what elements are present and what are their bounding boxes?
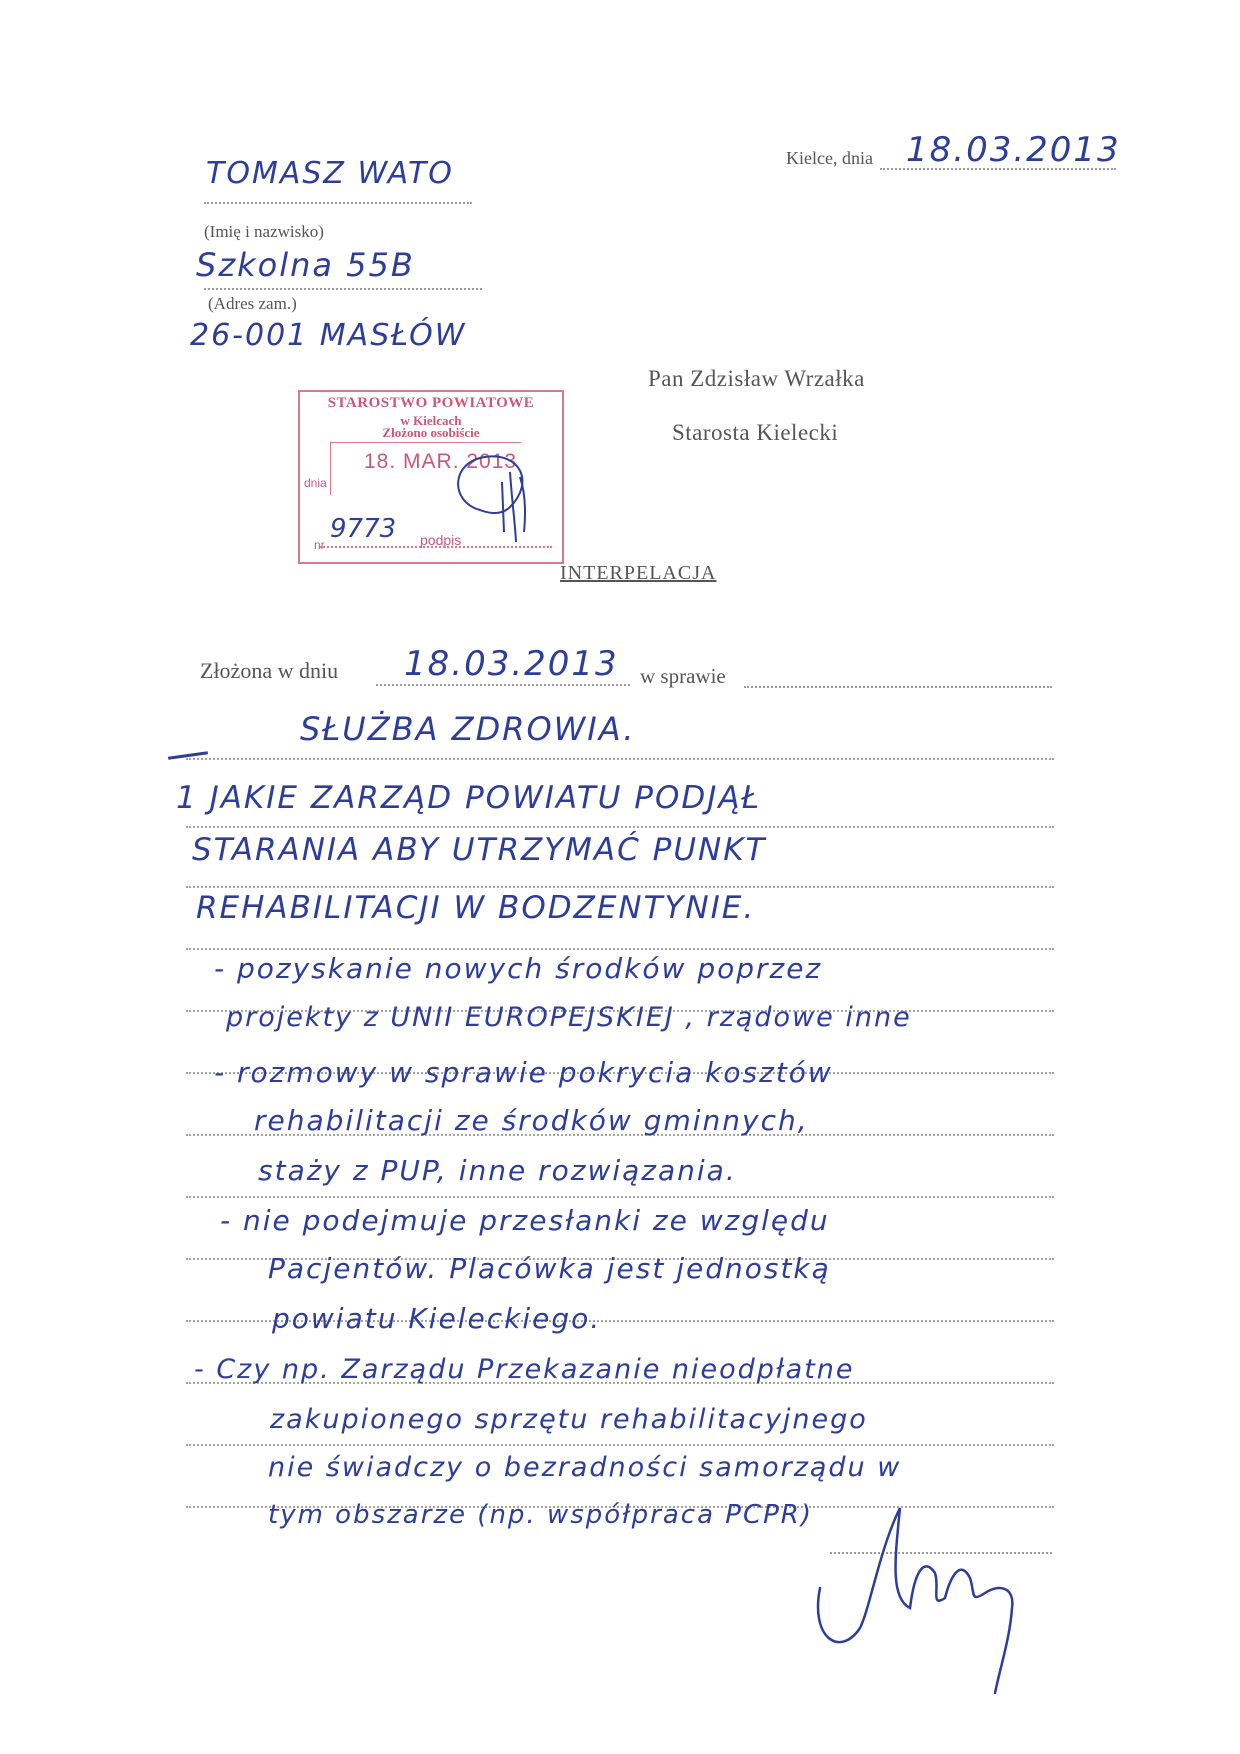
ruled-line: [186, 826, 1054, 828]
handwritten-date: 18.03.2013: [906, 130, 1121, 170]
stamp-signature-icon: [440, 432, 560, 552]
sender-name-caption: (Imię i nazwisko): [204, 222, 324, 241]
body-line: - Czy np. Zarządu Przekazanie nieodpłatne: [194, 1354, 855, 1385]
body-line: powiatu Kieleckiego.: [272, 1302, 602, 1335]
body-line: - rozmowy w sprawie pokrycia kosztów: [214, 1056, 833, 1089]
body-line: projekty z UNII EUROPEJSKIEJ , rządowe inne: [226, 1002, 912, 1033]
stamp-office: STAROSTWO POWIATOWE: [327, 395, 535, 411]
sender-street: Szkolna 55B: [196, 246, 415, 284]
ruled-line: [186, 886, 1054, 888]
body-line: - pozyskanie nowych środków poprzez: [214, 952, 823, 985]
body-line: - nie podejmuje przesłanki ze względu: [220, 1204, 830, 1237]
recipient-title: Starosta Kielecki: [672, 420, 839, 445]
ruled-line: [186, 948, 1054, 950]
body-line: Pacjentów. Placówka jest jednostką: [268, 1252, 831, 1285]
submitted-label: Złożona w dniu: [200, 658, 339, 683]
stamp-city: w Kielcach: [400, 413, 462, 428]
sender-city: 26-001 MASŁÓW: [190, 318, 467, 353]
stamp-date: 18. MAR. 2013: [364, 450, 518, 473]
stamp-date-label: dnia: [304, 476, 327, 490]
subject-text: SŁUŻBA ZDROWIA.: [300, 710, 636, 748]
body-line: tym obszarze (np. współpraca PCPR): [268, 1500, 813, 1530]
sender-name: TOMASZ WATO: [206, 156, 454, 191]
stamp-nr-label: nr: [314, 538, 325, 552]
subject-label: w sprawie: [640, 664, 726, 688]
body-line: nie świadczy o bezradności samorządu w: [268, 1452, 902, 1483]
body-line: 1 JAKIE ZARZĄD POWIATU PODJĄŁ: [176, 780, 762, 816]
sender-name-line: [204, 202, 472, 204]
recipient-name: Pan Zdzisław Wrzałka: [648, 366, 865, 391]
body-line: rehabilitacji ze środków gminnych,: [254, 1104, 809, 1137]
place-date-prefix: Kielce, dnia: [786, 148, 873, 168]
body-line: REHABILITACJI W BODZENTYNIE.: [196, 890, 756, 926]
ruled-line: [186, 1196, 1054, 1198]
handwritten-signature-icon: [800, 1488, 1040, 1698]
stamp-register-number: 9773: [330, 514, 397, 544]
subject-dotted-line: [744, 686, 1052, 688]
stamp-sign-label: podpis: [420, 532, 462, 548]
body-line: zakupionego sprzętu rehabilitacyjnego: [270, 1404, 868, 1435]
received-stamp: [298, 390, 564, 564]
ruled-line: [186, 1444, 1054, 1446]
sender-address-caption: (Adres zam.): [208, 294, 297, 313]
submitted-dotted-line: [376, 684, 630, 686]
body-line: STARANIA ABY UTRZYMAĆ PUNKT: [192, 832, 767, 868]
body-line: staży z PUP, inne rozwiązania.: [258, 1154, 737, 1187]
stamp-delivery: Złożono osobiście: [382, 425, 480, 440]
submitted-date: 18.03.2013: [404, 644, 619, 684]
ruled-line: [186, 758, 1054, 760]
document-heading: INTERPELACJA: [560, 562, 717, 584]
sender-address-line: [204, 288, 482, 290]
